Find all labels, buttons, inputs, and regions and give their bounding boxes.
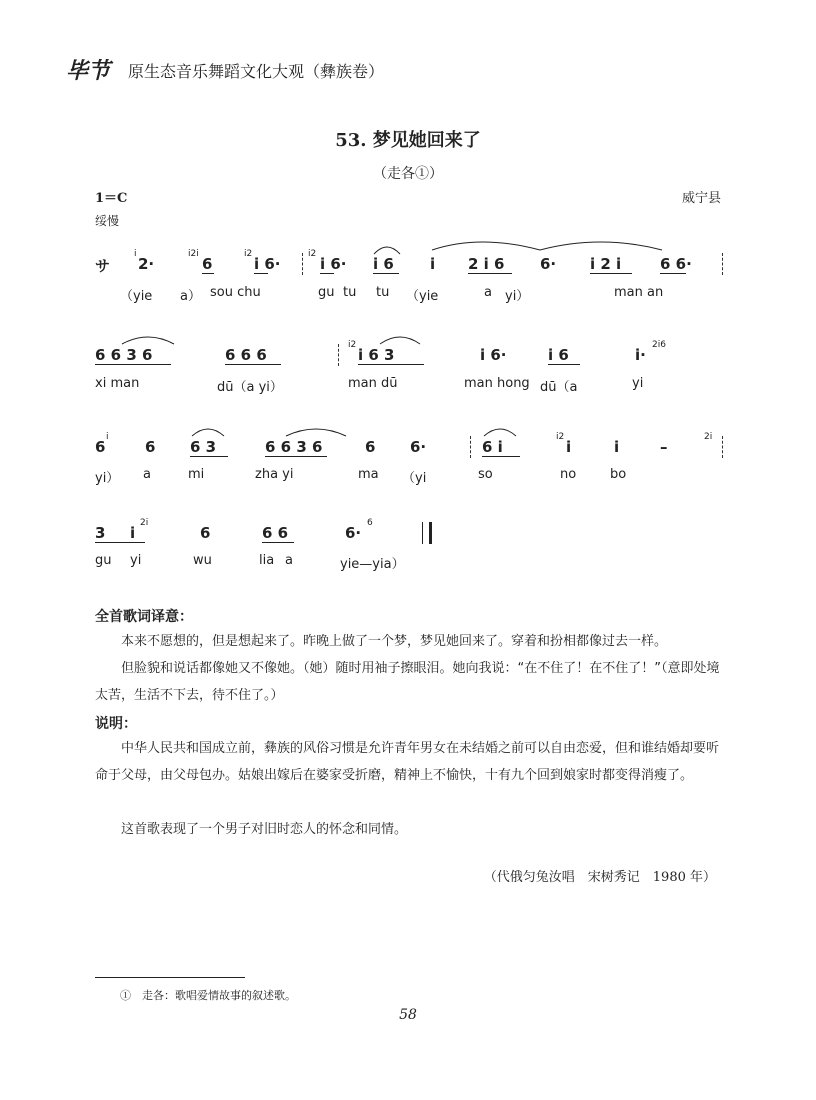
lyric: mi [188,467,205,482]
lyric: sou chu [210,285,261,300]
grace-note: i2 [244,249,253,259]
beam [265,456,327,457]
beam [225,364,281,365]
lyric: bo [610,467,627,482]
lyric: dū（a yi） [217,380,283,395]
lyric: man hong [464,376,530,391]
grace-note: 2i6 [652,340,666,350]
note: 6 [365,438,376,456]
note: 6 [95,438,106,456]
note: 6 i [482,438,503,456]
grace-note: i [106,432,109,442]
lyric: man an [614,285,664,300]
note: i· [635,346,646,364]
note: 2 i 6 [468,255,505,273]
grace-note: i2 [348,340,357,350]
note: i 6 [548,346,569,364]
beam [373,273,399,274]
lyric: zha yi [255,467,294,482]
beam [95,542,145,543]
note: i [130,524,136,542]
note: i 6 [373,255,394,273]
grace-note: 6 [367,518,373,528]
note: サ [95,257,111,275]
lyric: lia [259,553,275,568]
note: 6 6 3 6 [265,438,323,456]
grace-note: i2 [308,249,317,259]
note: 6 [200,524,211,542]
lyric: so [478,467,493,482]
lyric: a [484,285,492,300]
note: i [614,438,620,456]
translation-paragraph-1: 本来不愿想的，但是想起来了。昨晚上做了一个梦，梦见她回来了。穿着和扮相都像过去一样。 [121,634,668,649]
lyric: a [143,467,151,482]
lyric: yi） [505,289,530,304]
bar-line [302,253,303,275]
final-bar-line [422,522,432,544]
beam [202,273,214,274]
lyric: yie—yia） [340,557,405,572]
lyric: （yie [406,289,439,304]
lyric: xi man [95,376,140,391]
note: 2· [138,255,155,273]
lyric: （yi [402,471,427,486]
note: i 2 i [590,255,622,273]
region-label: 威宁县 [681,191,721,206]
lyric: wu [193,553,212,568]
lyric: a [285,553,293,568]
note: i [566,438,572,456]
lyric: yi [632,376,644,391]
tempo-marking: 绥慢 [95,214,120,228]
beam [254,273,268,274]
lyric: dū（a [540,380,578,395]
note: – [660,438,668,456]
bar-line [722,436,723,458]
header-logo: 毕节 [66,58,111,84]
note: 6 [145,438,156,456]
beam [320,273,334,274]
bar-line [722,253,723,275]
note: 6· [345,524,362,542]
note: 6· [540,255,557,273]
beam [548,364,580,365]
lyric: a） [180,289,201,304]
beam [468,273,512,274]
beam [358,364,424,365]
grace-note: i2 [556,432,565,442]
performer-credit: （代俄匀兔汝唱 宋树秀记 1980 年） [483,870,716,885]
beam [482,456,520,457]
grace-note: i [134,249,137,259]
notes-paragraph-2: 这首歌表现了一个男子对旧时恋人的怀念和同情。 [121,822,408,837]
footnote-divider [95,977,245,978]
lyric: ma [358,467,379,482]
beam [262,542,294,543]
beam [660,273,686,274]
beam [95,364,171,365]
grace-note: i2i [188,249,199,259]
footnote: ① 走各：歌唱爱情故事的叙述歌。 [120,989,296,1002]
grace-note: 2i [140,518,149,528]
notes-paragraph-1: 中华人民共和国成立前，彝族的风俗习惯是允许青年男女在未结婚之前可以自由恋爱，但和谁结婚却要听命于父母，由父母包办。姑娘出嫁后在婆家受折磨，精神上不愉快，十有九个回到娘家时都变得消瘦了。 [95,741,720,783]
note: 6· [410,438,427,456]
note: 6 6· [660,255,692,273]
note: i 6· [254,255,281,273]
lyric: tu [343,285,357,300]
note: i 6· [320,255,347,273]
notes-heading: 说明： [95,716,137,732]
grace-note: 2i [704,432,713,442]
lyric: yi） [95,471,120,486]
slur-marks [370,238,670,258]
song-title: 53. 梦见她回来了 [335,130,481,151]
note: 6 [202,255,213,273]
lyric: （yie [120,289,153,304]
lyric: tu [376,285,390,300]
lyric: no [560,467,577,482]
note: i [430,255,436,273]
note: 6 3 [190,438,217,456]
note: i 6· [480,346,507,364]
lyric: yi [130,553,142,568]
lyric: gu [318,285,335,300]
beam [190,456,228,457]
slur-marks [100,330,460,348]
header-title: 原生态音乐舞蹈文化大观（彝族卷） [128,62,385,81]
note: 6 6 6 [225,346,267,364]
note: i 6 3 [358,346,395,364]
song-subtitle: （走各①） [373,166,443,182]
note: 3 [95,524,106,542]
note: 6 6 [262,524,289,542]
lyric: man dū [348,376,398,391]
slur-marks [186,422,526,440]
page-number: 58 [399,1007,417,1023]
translation-heading: 全首歌词译意： [95,609,193,625]
key-signature: 1＝C [95,191,128,206]
translation-paragraph-2: 但脸貌和说话都像她又不像她。（她）随时用袖子擦眼泪。她向我说：“在不住了！在不住了！”（意即处境太苦，生活不下去，待不住了。） [95,661,720,703]
beam [590,273,632,274]
lyric: gu [95,553,112,568]
note: 6 6 3 6 [95,346,153,364]
